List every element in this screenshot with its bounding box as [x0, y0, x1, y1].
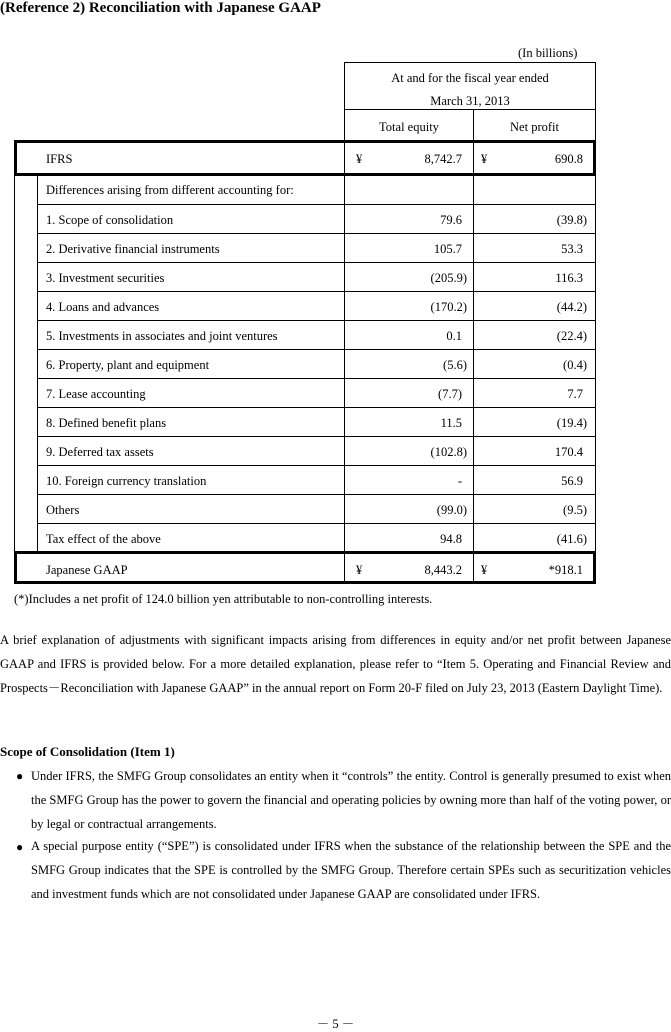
bullet-icon: ●	[16, 840, 24, 854]
unit-label: (In billions)	[518, 46, 578, 60]
row-total-equity: 11.5	[440, 416, 462, 430]
row-net-profit: (39.8)	[556, 213, 587, 227]
row-label: 8. Defined benefit plans	[46, 416, 167, 430]
row-net-profit: 116.3	[555, 271, 583, 285]
row-label: 2. Derivative financial instruments	[46, 242, 220, 256]
explanation-paragraph: A brief explanation of adjustments with significant impacts arising from differences in equity and/or net profit between Japanese GAAP and IFRS is provided below. For a more detailed explanation, please refer to “Item 5. Operating and Financial Review and Prospects－Reconciliation with Japanese GAAP” in the annual report on Form 20-F filed on July 23, 2013 (Eastern Daylight Time).	[0, 633, 671, 695]
row-net-profit: (22.4)	[556, 329, 587, 343]
row-net-profit: (41.6)	[556, 532, 587, 546]
section-heading: Scope of Consolidation (Item 1)	[0, 744, 175, 759]
row-total-equity: (99.0)	[436, 503, 467, 517]
row-net-profit: (9.5)	[563, 503, 587, 517]
header-line-2: March 31, 2013	[430, 94, 510, 108]
row-net-profit: 7.7	[567, 387, 583, 401]
row-label: 6. Property, plant and equipment	[46, 358, 210, 372]
row-net-profit: 53.3	[561, 242, 583, 256]
row-total-equity: (102.8)	[430, 445, 467, 459]
row-net-profit: 170.4	[554, 445, 583, 459]
row-net-profit: (0.4)	[563, 358, 587, 372]
row-label: 9. Deferred tax assets	[46, 445, 154, 459]
row-label: 5. Investments in associates and joint ventures	[46, 329, 278, 343]
row-total-equity: 105.7	[433, 242, 462, 256]
row-total-equity: (7.7)	[438, 387, 462, 401]
header-line-1: At and for the fiscal year ended	[391, 71, 549, 85]
header-total-equity: Total equity	[379, 120, 439, 134]
row-net-profit: (19.4)	[556, 416, 587, 430]
row-label: Tax effect of the above	[46, 532, 161, 546]
page-title: (Reference 2) Reconciliation with Japanese GAAP	[0, 0, 321, 16]
bullet-item: Under IFRS, the SMFG Group consolidates an entity when it “controls” the entity. Control is generally presumed to exist when the SMFG Group has the power to govern the financial and operating policies by owning more than half of the voting power, or by legal or contractual arrangements.	[31, 769, 671, 831]
bullet-icon: ●	[16, 769, 24, 783]
bullet-item: A special purpose entity (“SPE”) is consolidated under IFRS when the substance of the relationship between the SPE and the SMFG Group indicates that the SPE is controlled by the SMFG Group. Therefore certain SPEs such as securitization vehicles and investment funds which are not consolidated under Japanese GAAP are consolidated under IFRS.	[31, 839, 671, 901]
ifrs-net-profit: 690.8	[554, 152, 583, 166]
row-total-equity: 0.1	[446, 329, 462, 343]
table-footnote: (*)Includes a net profit of 124.0 billion yen attributable to non-controlling interests.	[14, 592, 433, 606]
row-total-equity: 94.8	[440, 532, 462, 546]
row-total-equity: 79.6	[440, 213, 462, 227]
row-label: 7. Lease accounting	[46, 387, 146, 401]
row-total-equity: (205.9)	[430, 271, 467, 285]
header-net-profit: Net profit	[510, 120, 559, 134]
jgaap-yen-equity: ¥	[356, 563, 363, 577]
page-number: － 5 －	[316, 1017, 355, 1031]
ifrs-label: IFRS	[46, 152, 73, 166]
row-label: Others	[46, 503, 80, 517]
row-label: 4. Loans and advances	[46, 300, 160, 314]
row-total-equity: (170.2)	[430, 300, 467, 314]
row-label: 3. Investment securities	[46, 271, 165, 285]
row-label: 10. Foreign currency translation	[46, 474, 207, 488]
jgaap-label: Japanese GAAP	[46, 563, 128, 577]
row-net-profit: (44.2)	[556, 300, 587, 314]
ifrs-yen-profit: ¥	[481, 152, 488, 166]
jgaap-yen-profit: ¥	[481, 563, 488, 577]
jgaap-net-profit: *918.1	[548, 563, 583, 577]
ifrs-yen-equity: ¥	[356, 152, 363, 166]
row-label: 1. Scope of consolidation	[46, 213, 174, 227]
row-total-equity: (5.6)	[443, 358, 467, 372]
ifrs-total-equity: 8,742.7	[424, 152, 462, 166]
row-total-equity: -	[457, 474, 462, 488]
differences-label: Differences arising from different accounting for:	[46, 183, 294, 197]
jgaap-total-equity: 8,443.2	[424, 563, 462, 577]
row-net-profit: 56.9	[561, 474, 583, 488]
